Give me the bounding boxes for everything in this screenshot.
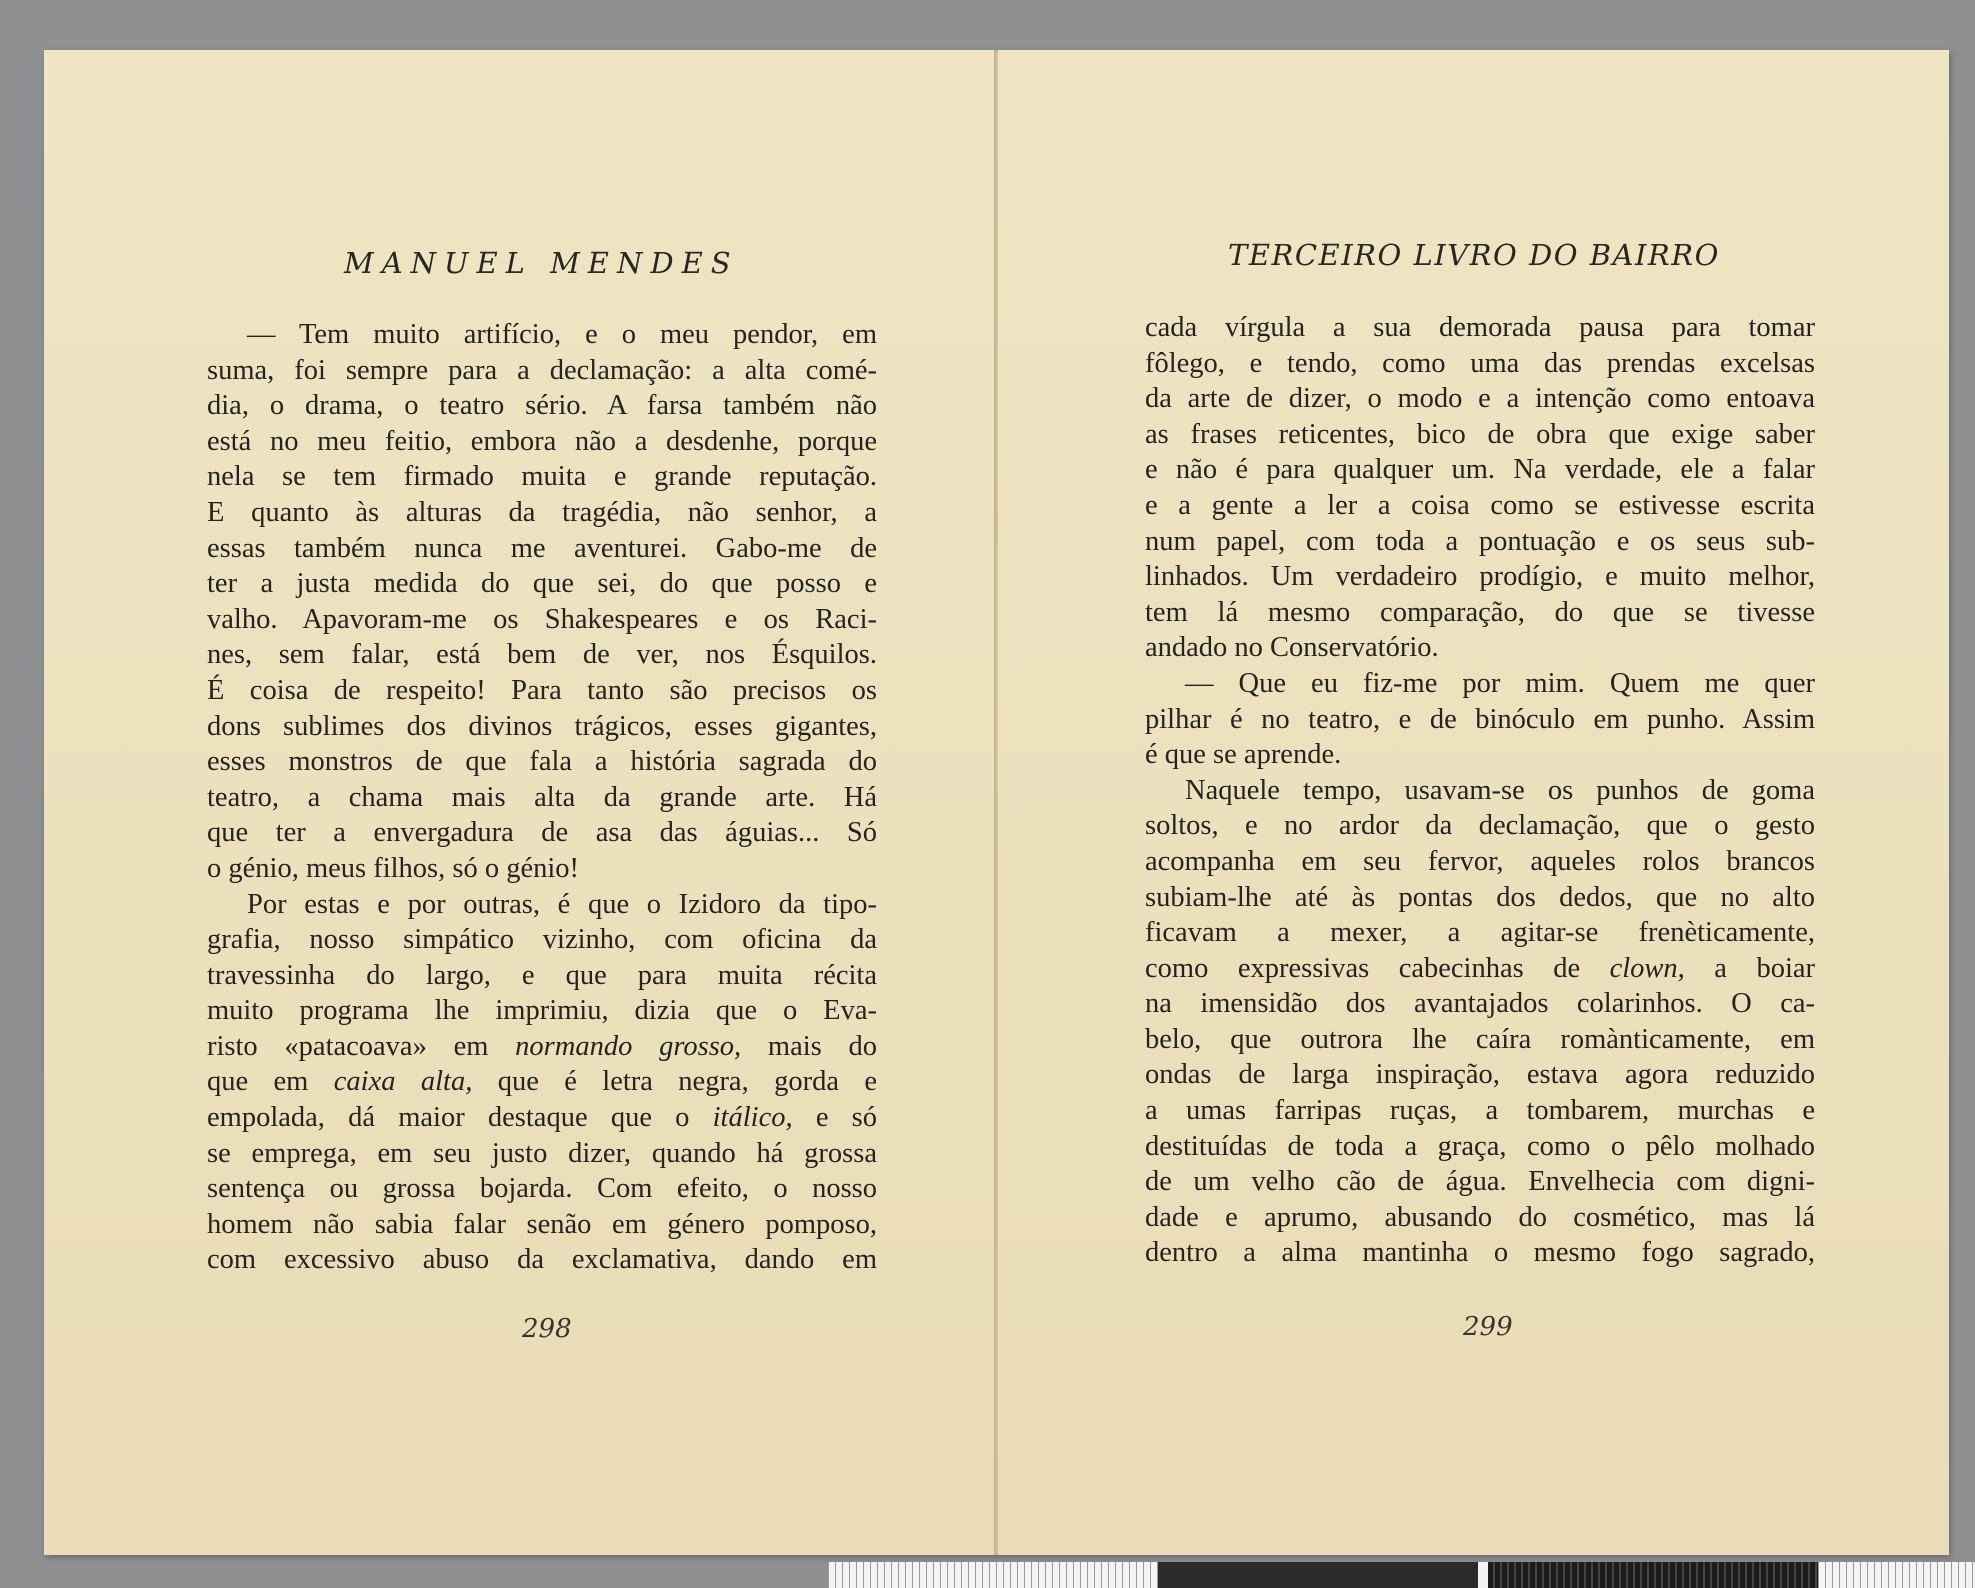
text-line: homem não sabia falar senão em género pomposo, bbox=[207, 1208, 877, 1240]
text-line: que ter a envergadura de asa das águias... Só bbox=[207, 817, 877, 849]
scale-ticks bbox=[1818, 1562, 1975, 1588]
text-line: ficavam a mexer, a agitar-se frenèticamente, bbox=[1145, 917, 1815, 949]
book-spread bbox=[44, 50, 1949, 1555]
body-text-right bbox=[1145, 310, 1815, 1271]
text-line: da arte de dizer, o modo e a intenção como entoava bbox=[1145, 383, 1815, 415]
scale-block bbox=[1488, 1562, 1818, 1588]
text-segment: que em bbox=[207, 1066, 309, 1098]
text-segment: empolada, dá maior destaque que o bbox=[207, 1102, 690, 1134]
text-line: dia, o drama, o teatro sério. A farsa também não bbox=[207, 390, 877, 422]
running-head-left: MANUEL MENDES bbox=[344, 246, 739, 280]
right-page bbox=[998, 50, 1949, 1555]
italic-segment: normando grosso, bbox=[515, 1030, 742, 1062]
text-line: esses monstros de que fala a história sagrada do bbox=[207, 746, 877, 778]
text-line: de um velho cão de água. Envelhecia com digni- bbox=[1145, 1166, 1815, 1198]
text-line: o génio, meus filhos, só o génio! bbox=[207, 852, 580, 884]
text-line: ter a justa medida do que sei, do que posso e bbox=[207, 568, 877, 600]
text-line bbox=[207, 1029, 877, 1065]
page-number-left: 298 bbox=[522, 1314, 572, 1344]
text-line: pilhar é no teatro, e de binóculo em punho. Assim bbox=[1145, 703, 1815, 735]
page-number-right: 299 bbox=[1463, 1312, 1513, 1342]
text-line: teatro, a chama mais alta da grande arte. Há bbox=[207, 781, 877, 813]
text-line: se emprega, em seu justo dizer, quando há grossa bbox=[207, 1137, 877, 1169]
text-line: dons sublimes dos divinos trágicos, esses gigantes, bbox=[207, 710, 877, 742]
text-line: com excessivo abuso da exclamativa, dando em bbox=[207, 1244, 877, 1276]
text-segment: como expressivas cabecinhas de bbox=[1145, 952, 1581, 984]
text-line: as frases reticentes, bico de obra que exige saber bbox=[1145, 418, 1815, 450]
text-segment: mais do bbox=[767, 1030, 877, 1062]
text-line: acompanha em seu fervor, aqueles rolos brancos bbox=[1145, 845, 1815, 877]
text-line: suma, foi sempre para a declamação: a alta comé- bbox=[207, 354, 877, 386]
text-segment: e só bbox=[815, 1102, 877, 1134]
italic-segment: caixa alta, bbox=[333, 1066, 473, 1098]
text-line: ondas de larga inspiração, estava agora reduzido bbox=[1145, 1059, 1815, 1091]
text-line: Por estas e por outras, é que o Izidoro da tipo- bbox=[247, 888, 877, 920]
text-line: é que se aprende. bbox=[1145, 739, 1342, 771]
text-line: andado no Conservatório. bbox=[1145, 632, 1439, 664]
text-line: Naquele tempo, usavam-se os punhos de goma bbox=[1185, 774, 1815, 806]
text-line: fôlego, e tendo, como uma das prendas excelsas bbox=[1145, 347, 1815, 379]
text-line: e a gente a ler a coisa como se estivesse escrita bbox=[1145, 489, 1815, 521]
text-line: a umas farripas ruças, a tombarem, murchas e bbox=[1145, 1095, 1815, 1127]
text-line: É coisa de respeito! Para tanto são precisos os bbox=[207, 674, 877, 706]
left-page bbox=[44, 50, 996, 1555]
running-head-right: TERCEIRO LIVRO DO BAIRRO bbox=[1228, 238, 1720, 272]
text-line: nes, sem falar, está bem de ver, nos Ésquilos. bbox=[207, 639, 877, 671]
italic-segment: clown, bbox=[1609, 952, 1685, 984]
text-line bbox=[207, 1100, 877, 1136]
text-line: — Tem muito artifício, e o meu pendor, em bbox=[247, 319, 877, 350]
text-line bbox=[207, 1064, 877, 1100]
text-line: está no meu feitio, embora não a desdenhe, porque bbox=[207, 425, 877, 457]
text-line: soltos, e no ardor da declamação, que o gesto bbox=[1145, 810, 1815, 842]
text-line: E quanto às alturas da tragédia, não senhor, a bbox=[207, 496, 877, 528]
text-line: — Que eu fiz-me por mim. Quem me quer bbox=[1185, 667, 1815, 699]
scale-block bbox=[1158, 1562, 1478, 1588]
text-line: na imensidão dos avantajados colarinhos. O ca- bbox=[1145, 988, 1815, 1020]
text-line: num papel, com toda a pontuação e os seus sub- bbox=[1145, 525, 1815, 557]
text-line: e não é para qualquer um. Na verdade, ele a falar bbox=[1145, 454, 1815, 486]
text-line: belo, que outrora lhe caíra romànticamente, em bbox=[1145, 1023, 1815, 1055]
text-line: dade e aprumo, abusando do cosmético, mas lá bbox=[1145, 1201, 1815, 1233]
text-segment: que é letra negra, gorda e bbox=[497, 1066, 877, 1098]
body-text-left bbox=[207, 317, 877, 1278]
text-line: destituídas de toda a graça, como o pêlo molhado bbox=[1145, 1130, 1815, 1162]
text-line: travessinha do largo, e que para muita récita bbox=[207, 959, 877, 991]
scale-ticks bbox=[828, 1562, 1158, 1588]
text-line: dentro a alma mantinha o mesmo fogo sagrado, bbox=[1145, 1237, 1815, 1269]
text-line: linhados. Um verdadeiro prodígio, e muito melhor, bbox=[1145, 561, 1815, 593]
text-line: muito programa lhe imprimiu, dizia que o Eva- bbox=[207, 995, 877, 1027]
scan-scale-bar bbox=[828, 1562, 1975, 1588]
text-line: valho. Apavoram-me os Shakespeares e os Raci- bbox=[207, 603, 877, 635]
italic-segment: itálico, bbox=[712, 1102, 793, 1134]
text-line: nela se tem firmado muita e grande reputação. bbox=[207, 461, 877, 493]
text-line bbox=[1145, 951, 1815, 987]
text-line: essas também nunca me aventurei. Gabo-me de bbox=[207, 532, 877, 564]
text-segment: a boiar bbox=[1714, 952, 1815, 984]
text-line: sentença ou grossa bojarda. Com efeito, o nosso bbox=[207, 1173, 877, 1205]
text-line: subiam-lhe até às pontas dos dedos, que no alto bbox=[1145, 881, 1815, 913]
text-line: cada vírgula a sua demorada pausa para tomar bbox=[1145, 312, 1815, 343]
text-segment: risto «patacoava» em bbox=[207, 1030, 489, 1062]
text-line: grafia, nosso simpático vizinho, com oficina da bbox=[207, 924, 877, 956]
text-line: tem lá mesmo comparação, do que se tivesse bbox=[1145, 596, 1815, 628]
